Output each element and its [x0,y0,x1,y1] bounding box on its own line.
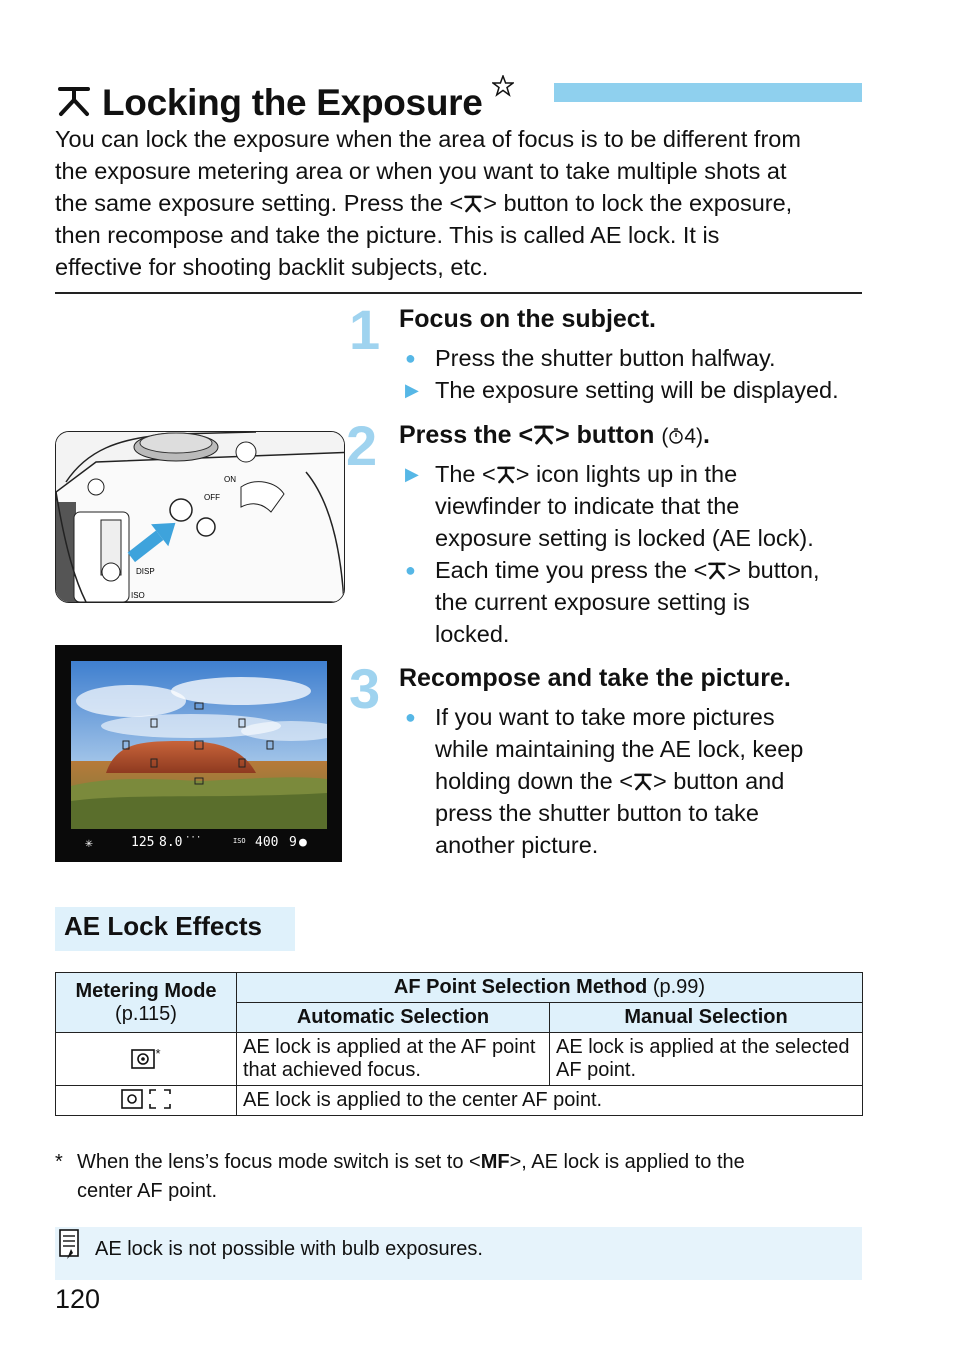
table-subheader-manual: Manual Selection [550,1003,863,1033]
bullet-dot-icon: ● [405,348,416,368]
title-accent-bar [554,83,862,102]
list-item: ● Each time you press the < > button, the current exposure setting is locked. [399,554,839,650]
table-cell: AE lock is applied at the AF point that achieved focus. [237,1033,550,1086]
page-reference[interactable]: ( 4) [661,425,704,448]
creative-zone-star-icon [492,64,514,106]
intro-line: the exposure metering area or when you want to take multiple shots at [55,158,787,184]
intro-line: You can lock the exposure when the area of focus is to be different from [55,126,801,152]
iso-label: ISO [233,837,246,845]
exposure-scale: ··· [185,833,202,843]
step-1-bullets [399,342,839,406]
focus-confirm-icon: ● [299,835,307,850]
step-3-title: Recompose and take the picture. [399,664,791,692]
list-item: ● If you want to take more pictures while maintaining the AE lock, keep holding down the < > button and press the shutter button to take another picture. [399,701,839,861]
svg-text:DISP: DISP [136,567,155,576]
step-number-1: 1 [349,298,381,361]
result-arrow-icon: ▶ [405,380,419,400]
table-row [56,1086,863,1116]
center-weighted-metering-icon [149,1089,171,1111]
table-header-metering: Metering Mode (p.115) [56,973,237,1033]
aperture-readout: 8.0 [159,835,183,850]
step-2-bullets [399,458,839,650]
viewfinder-scene-image [71,661,327,829]
note-text: AE lock is not possible with bulb exposures. [95,1238,483,1260]
camera-button-illustration [55,431,345,603]
viewfinder-illustration [55,645,342,862]
ae-lock-star-icon [56,83,92,126]
note-icon [59,1229,79,1266]
ae-lock-indicator-icon: ✳ [85,836,93,851]
stopwatch-icon [668,425,684,448]
ae-lock-icon [463,190,483,216]
step-number-3: 3 [349,657,381,720]
evaluative-metering-cell: * [56,1033,237,1086]
page-title [56,64,514,126]
step-1-title: Focus on the subject. [399,305,656,333]
bullet-dot-icon: ● [405,560,416,580]
table-cell: AE lock is applied at the selected AF point. [550,1033,863,1086]
svg-text:ISO: ISO [131,591,145,600]
result-arrow-icon: ▶ [405,464,419,484]
step-2-title: Press the < > button ( 4). [399,421,710,449]
intro-line: then recompose and take the picture. This is called AE lock. It is [55,222,720,248]
bullet-dot-icon: ● [405,707,416,727]
table-subheader-auto: Automatic Selection [237,1003,550,1033]
section-title: AE Lock Effects [64,911,262,941]
step-3-bullets [399,701,839,861]
footnote: * When the lens’s focus mode switch is set to <MF>, AE lock is applied to the center AF point. [55,1151,745,1202]
ae-lock-icon [633,768,653,794]
intro-line: the same exposure setting. Press the < > button to lock the exposure, [55,190,793,216]
section-heading [55,907,295,951]
iso-readout: 400 [255,835,279,850]
list-item: ● Press the shutter button halfway. [399,342,839,374]
viewfinder-readout [55,835,342,857]
partial-metering-icon [121,1089,143,1111]
note-box [55,1227,862,1280]
other-metering-cell [56,1086,237,1116]
page-reference[interactable]: (p.99) [652,976,706,998]
page-reference[interactable]: (p.115) [115,1002,177,1025]
section-divider [55,292,862,294]
svg-text:OFF: OFF [204,493,220,502]
ae-lock-icon [496,461,516,487]
svg-text:ON: ON [224,475,236,484]
ae-lock-effects-table [55,972,863,1116]
ae-lock-icon [533,421,555,449]
shots-remaining-readout: 9 [289,835,297,850]
table-header-af: AF Point Selection Method (p.99) [237,973,863,1003]
intro-paragraph [55,123,865,283]
intro-line: effective for shooting backlit subjects, etc. [55,254,489,280]
page-number: 120 [55,1284,101,1314]
ae-lock-icon [707,557,727,583]
table-cell: AE lock is applied to the center AF point. [237,1086,863,1116]
title-text: Locking the Exposure [101,82,483,123]
list-item: ▶ The exposure setting will be displayed. [399,374,839,406]
evaluative-metering-icon [131,1049,155,1071]
shutter-speed-readout: 125 [131,835,155,850]
table-row [56,1033,863,1086]
list-item: ▶ The < > icon lights up in the viewfinder to indicate that the exposure setting is locked (AE lock). [399,458,839,554]
step-number-2: 2 [346,414,378,477]
